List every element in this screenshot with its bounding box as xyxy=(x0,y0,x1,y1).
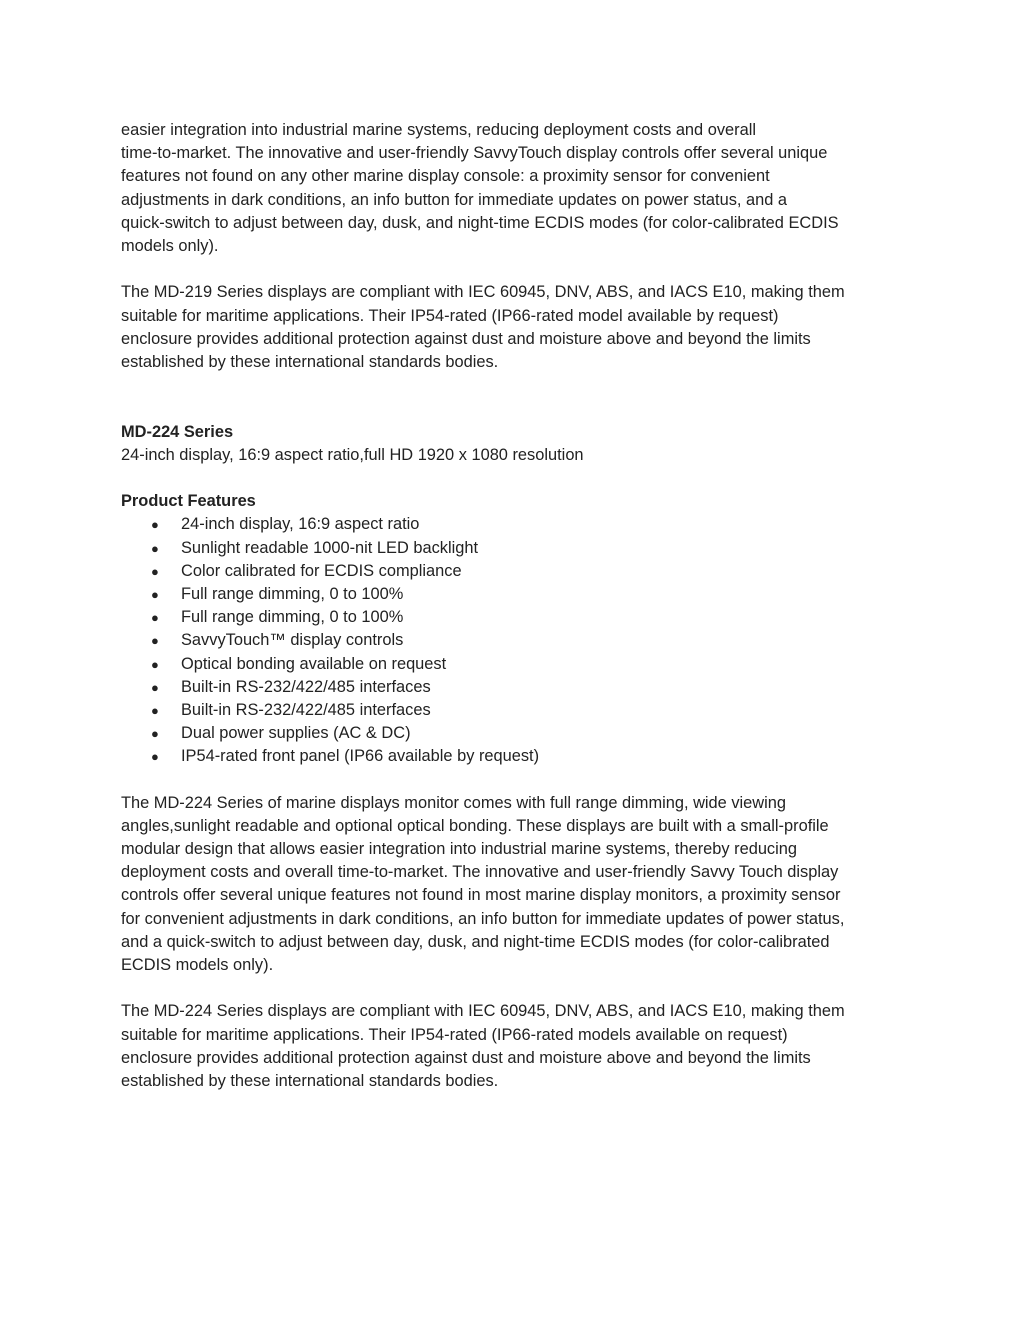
features-heading: Product Features xyxy=(121,492,256,511)
section-spacer xyxy=(121,374,911,420)
bullet-icon: ● xyxy=(151,749,159,765)
text-line: ECDIS models only). xyxy=(121,956,274,975)
paragraph-md224-description xyxy=(121,792,911,978)
bullet-icon: ● xyxy=(151,679,159,695)
paragraph-spacer xyxy=(121,467,911,490)
paragraph-md219-intro-continued xyxy=(121,119,911,258)
text-line: models only). xyxy=(121,237,219,256)
text-line: angles,sunlight readable and optional optical bonding. These displays are built with a small-profile xyxy=(121,816,829,835)
list-item xyxy=(121,537,911,560)
feature-text: Full range dimming, 0 to 100% xyxy=(181,584,404,603)
list-item xyxy=(121,653,911,676)
text-line: for convenient adjustments in dark conditions, an info button for immediate updates of power status, xyxy=(121,909,845,928)
list-item xyxy=(121,629,911,652)
list-item xyxy=(121,606,911,629)
series-subtitle: 24-inch display, 16:9 aspect ratio,full HD 1920 x 1080 resolution xyxy=(121,445,584,464)
text-line: The MD-224 Series displays are compliant with IEC 60945, DNV, ABS, and IACS E10, making them xyxy=(121,1002,845,1021)
bullet-icon: ● xyxy=(151,540,159,556)
list-item xyxy=(121,676,911,699)
list-item xyxy=(121,745,911,768)
text-line: The MD-219 Series displays are compliant with IEC 60945, DNV, ABS, and IACS E10, making them xyxy=(121,283,845,302)
bullet-icon: ● xyxy=(151,656,159,672)
text-line: suitable for maritime applications. Their IP54-rated (IP66-rated models available on request) xyxy=(121,1025,788,1044)
feature-text: SavvyTouch™ display controls xyxy=(181,631,404,650)
text-line: features not found on any other marine display console: a proximity sensor for convenient xyxy=(121,167,770,186)
feature-text: Dual power supplies (AC & DC) xyxy=(181,724,411,743)
feature-text: Full range dimming, 0 to 100% xyxy=(181,608,404,627)
feature-text: Built-in RS-232/422/485 interfaces xyxy=(181,677,431,696)
bullet-icon: ● xyxy=(151,517,159,533)
feature-text: Sunlight readable 1000-nit LED backlight xyxy=(181,538,479,557)
text-line: suitable for maritime applications. Their IP54-rated (IP66-rated model available by request) xyxy=(121,306,779,325)
feature-text: Color calibrated for ECDIS compliance xyxy=(181,561,462,580)
list-item xyxy=(121,699,911,722)
text-line: quick-switch to adjust between day, dusk, and night-time ECDIS modes (for color-calibrated ECDIS xyxy=(121,213,839,232)
document-page xyxy=(121,119,911,1093)
feature-text: 24-inch display, 16:9 aspect ratio xyxy=(181,515,420,534)
feature-text: IP54-rated front panel (IP66 available by request) xyxy=(181,747,540,766)
text-line: deployment costs and overall time-to-market. The innovative and user-friendly Savvy Touch display xyxy=(121,863,839,882)
list-item xyxy=(121,560,911,583)
paragraph-spacer xyxy=(121,258,911,281)
series-title: MD-224 Series xyxy=(121,422,234,441)
text-line: established by these international standards bodies. xyxy=(121,353,499,372)
text-line: and a quick-switch to adjust between day, dusk, and night-time ECDIS modes (for color-calibrated xyxy=(121,932,830,951)
features-list xyxy=(121,513,911,768)
list-item xyxy=(121,513,911,536)
bullet-icon: ● xyxy=(151,563,159,579)
text-line: modular design that allows easier integration into industrial marine systems, thereby reducing xyxy=(121,840,798,859)
feature-text: Built-in RS-232/422/485 interfaces xyxy=(181,700,431,719)
bullet-icon: ● xyxy=(151,586,159,602)
list-item xyxy=(121,722,911,745)
feature-text: Optical bonding available on request xyxy=(181,654,447,673)
bullet-icon: ● xyxy=(151,726,159,742)
text-line: enclosure provides additional protection against dust and moisture above and beyond the limits xyxy=(121,1048,811,1067)
text-line: easier integration into industrial marine systems, reducing deployment costs and overall xyxy=(121,121,757,139)
bullet-icon: ● xyxy=(151,610,159,626)
paragraph-md224-compliance xyxy=(121,1000,911,1093)
bullet-icon: ● xyxy=(151,702,159,718)
text-line: adjustments in dark conditions, an info button for immediate updates on power status, and a xyxy=(121,190,788,209)
paragraph-spacer xyxy=(121,768,911,791)
paragraph-md219-compliance xyxy=(121,281,911,374)
text-line: time-to-market. The innovative and user-friendly SavvyTouch display controls offer several unique xyxy=(121,144,828,163)
list-item xyxy=(121,583,911,606)
text-line: The MD-224 Series of marine displays monitor comes with full range dimming, wide viewing xyxy=(121,793,786,812)
text-line: enclosure provides additional protection against dust and moisture above and beyond the limits xyxy=(121,329,811,348)
paragraph-spacer xyxy=(121,977,911,1000)
text-line: established by these international standards bodies. xyxy=(121,1072,499,1091)
bullet-icon: ● xyxy=(151,633,159,649)
text-line: controls offer several unique features not found in most marine display monitors, a proximity sensor xyxy=(121,886,841,905)
